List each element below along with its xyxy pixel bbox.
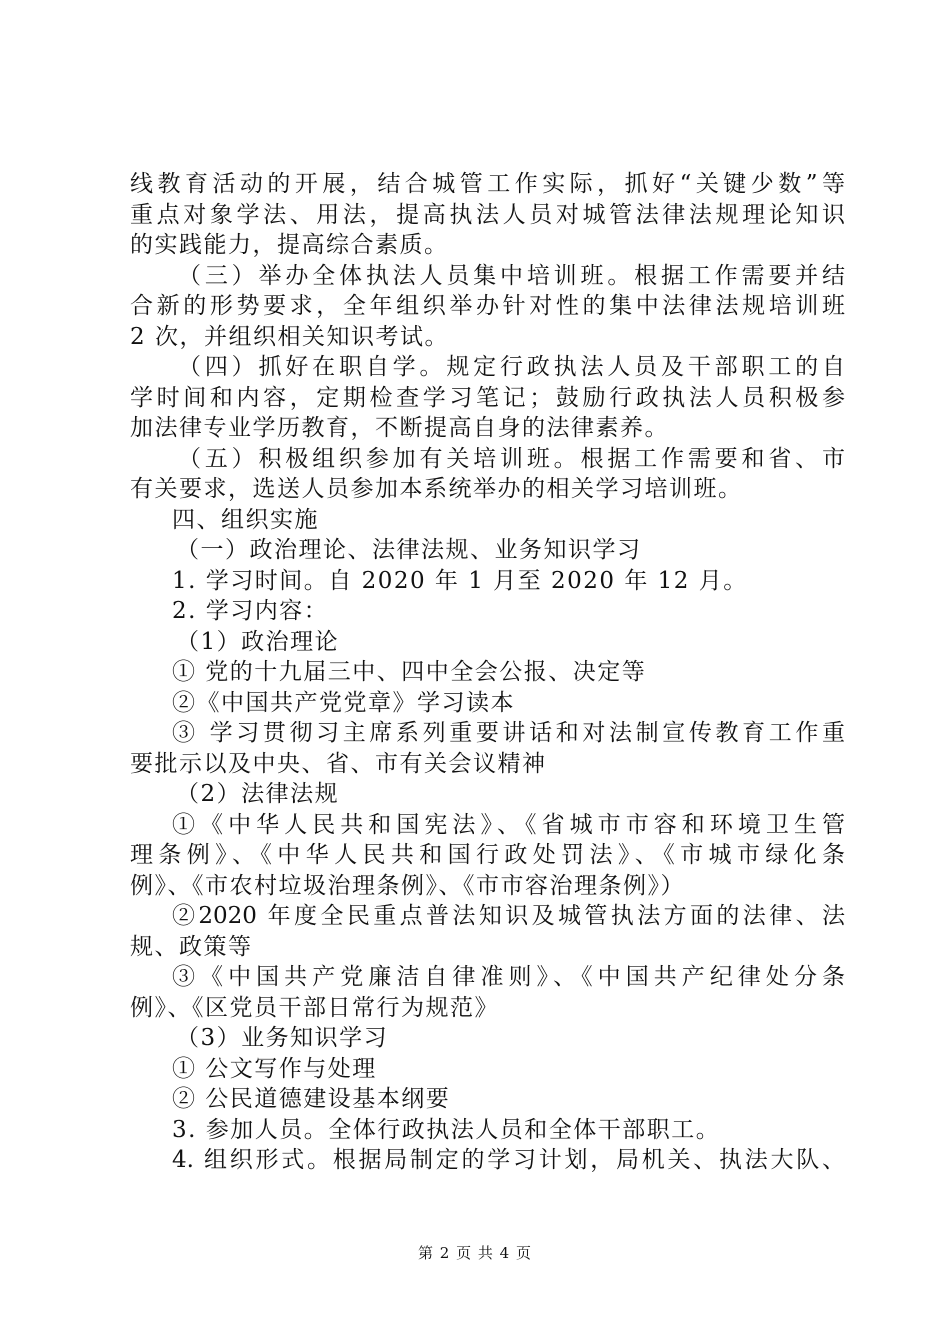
list-item: ①《中华人民共和国宪法》、《省城市市容和环境卫生管 — [172, 811, 845, 838]
text-line: 2 次，并组织相关知识考试。 — [130, 323, 449, 350]
list-item: ②2020 年度全民重点普法知识及城管执法方面的法律、法 — [172, 903, 845, 929]
list-heading: （3）业务知识学习 — [176, 1025, 389, 1051]
page-number-footer: 第 2 页 共 4 页 — [418, 1244, 532, 1262]
list-item: ① 党的十九届三中、四中全会公报、决定等 — [172, 659, 647, 685]
list-item: ③ 学习贯彻习主席系列重要讲话和对法制宣传教育工作重 — [172, 720, 845, 746]
list-heading: （2）法律法规 — [176, 781, 340, 807]
text-line: 例》、《市农村垃圾治理条例》、《市市容治理条例》） — [130, 872, 685, 899]
text-line: 学时间和内容，定期检查学习笔记；鼓励行政执法人员积极参 — [130, 384, 845, 411]
paragraph-heading-5: （五）积极组织参加有关培训班。根据工作需要和省、市 — [178, 445, 845, 472]
text-line: 理条例》、《中华人民共和国行政处罚法》、《市城市绿化条 — [130, 842, 845, 868]
text-line: 加法律专业学历教育，不断提高自身的法律素养。 — [130, 415, 669, 441]
document-body — [130, 169, 845, 1176]
subsection-heading: （一）政治理论、法律法规、业务知识学习 — [176, 537, 642, 563]
text-line: 合新的形势要求，全年组织举办针对性的集中法律法规培训班 — [130, 293, 845, 319]
text-line: 3. 参加人员。全体行政执法人员和全体干部职工。 — [172, 1116, 721, 1143]
text-line: 2. 学习内容： — [172, 598, 329, 624]
paragraph-heading-4: （四）抓好在职自学。规定行政执法人员及干部职工的自 — [178, 354, 845, 380]
text-line: 的实践能力，提高综合素质。 — [130, 232, 449, 258]
text-line: 4. 组织形式。根据局制定的学习计划，局机关、执法大队、 — [172, 1147, 845, 1173]
text-line: 重点对象学法、用法，提高执法人员对城管法律法规理论知识 — [130, 201, 845, 228]
text-line: 有关要求，选送人员参加本系统举办的相关学习培训班。 — [130, 476, 743, 502]
paragraph-heading-3: （三）举办全体执法人员集中培训班。根据工作需要并结 — [178, 262, 845, 289]
list-item: ① 公文写作与处理 — [172, 1055, 377, 1082]
text-line: 线教育活动的开展，结合城管工作实际，抓好“关键少数”等 — [130, 171, 845, 197]
text-line: 例》、《区党员干部日常行为规范》 — [130, 994, 499, 1021]
text-line: 要批示以及中央、省、市有关会议精神 — [130, 750, 547, 777]
text-line: 规、政策等 — [130, 933, 253, 960]
list-item: ③《中国共产党廉洁自律准则》、《中国共产纪律处分条 — [172, 964, 845, 990]
text-line: 1. 学习时间。自 2020 年 1 月至 2020 年 12 月。 — [172, 567, 748, 594]
list-item: ②《中国共产党党章》学习读本 — [172, 689, 515, 716]
list-heading: （1）政治理论 — [176, 628, 340, 655]
list-item: ② 公民道德建设基本纲要 — [172, 1086, 451, 1112]
section-heading: 四、组织实施 — [172, 506, 319, 533]
